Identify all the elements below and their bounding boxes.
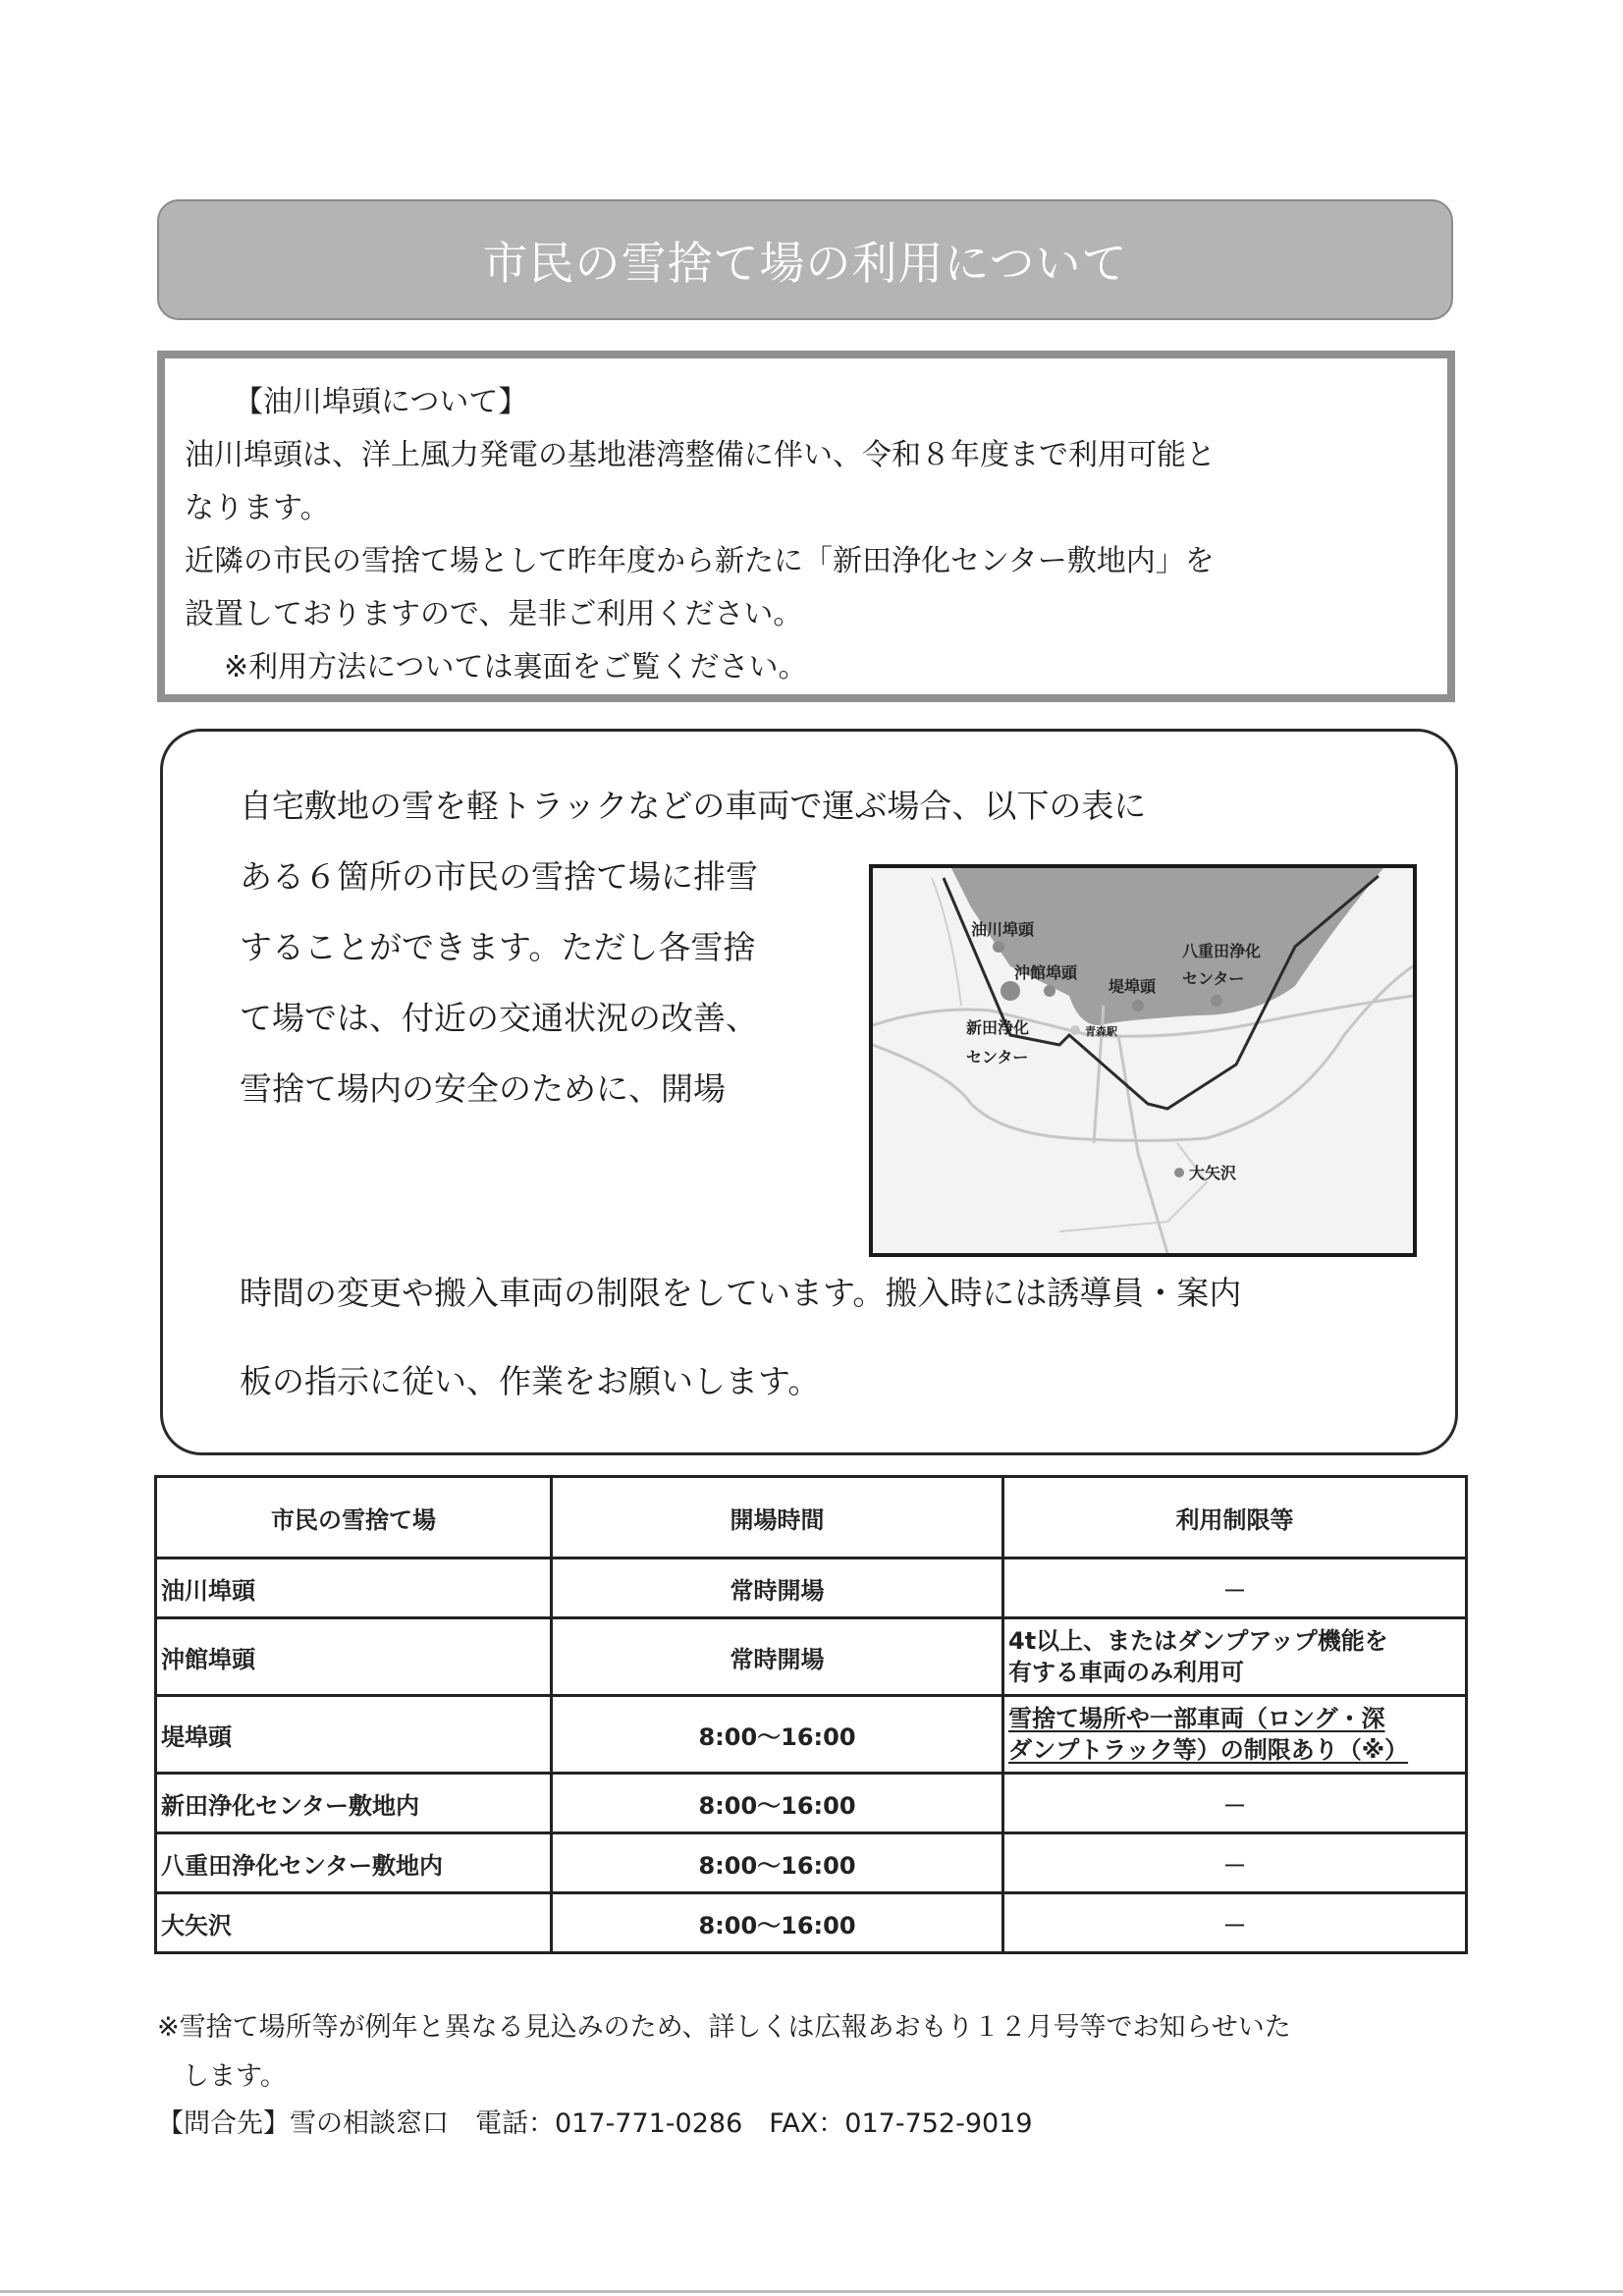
notice-line: 設置しておりますので、是非ご利用ください。	[185, 597, 803, 631]
map-label-aomori-station: 青森駅	[1085, 1025, 1117, 1038]
site-restriction: －	[1003, 1833, 1467, 1893]
info-line: 板の指示に従い、作業をお願いします。	[240, 1362, 821, 1400]
marker-shinden	[1001, 981, 1020, 1001]
info-line: て場では、付近の交通状況の改善、	[240, 999, 758, 1037]
site-hours: 常時開場	[552, 1558, 1003, 1618]
info-line: することができます。ただし各雪捨	[240, 928, 756, 966]
site-hours: 8:00～16:00	[552, 1774, 1003, 1833]
site-name: 堤埠頭	[156, 1696, 552, 1774]
site-restriction: －	[1003, 1558, 1467, 1618]
header-site: 市民の雪捨て場	[156, 1477, 552, 1558]
site-hours: 8:00～16:00	[552, 1833, 1003, 1893]
location-map	[869, 864, 1417, 1257]
notice-note: ※利用方法については裏面をご覧ください。	[224, 650, 808, 684]
info-line: 雪捨て場内の安全のために、開場	[240, 1069, 726, 1108]
marker-yaeda	[1211, 995, 1222, 1007]
contact-info: 【問合先】雪の相談窓口 電話：017-771-0286 FAX：017-752-9019	[157, 2108, 1033, 2139]
restriction-line: 4t以上、またはダンプアップ機能を	[1008, 1627, 1388, 1655]
info-line: 自宅敷地の雪を軽トラックなどの車両で運ぶ場合、以下の表に	[240, 787, 1147, 825]
site-hours: 常時開場	[552, 1618, 1003, 1696]
marker-okidate	[1044, 985, 1055, 997]
snow-dump-table	[154, 1475, 1468, 1954]
site-restriction	[1003, 1696, 1467, 1774]
page-title-banner	[157, 199, 1453, 320]
table-row	[156, 1558, 1467, 1618]
table-row	[156, 1833, 1467, 1893]
site-name: 油川埠頭	[156, 1558, 552, 1618]
page-bottom-divider	[0, 2290, 1623, 2293]
site-name: 沖館埠頭	[156, 1618, 552, 1696]
site-name: 八重田浄化センター敷地内	[156, 1833, 552, 1893]
site-restriction	[1003, 1618, 1467, 1696]
restriction-line: 有する車両のみ利用可	[1008, 1659, 1244, 1686]
map-label-oyachi: 大矢沢	[1189, 1164, 1237, 1182]
site-name: 大矢沢	[156, 1893, 552, 1953]
header-hours: 開場時間	[552, 1477, 1003, 1558]
notice-line: 近隣の市民の雪捨て場として昨年度から新たに「新田浄化センター敷地内」を	[185, 544, 1215, 578]
marker-aomori-station	[1070, 1025, 1080, 1035]
aburakawa-notice-box	[157, 351, 1455, 702]
restriction-line: 雪捨て場所や一部車両（ロング・深	[1008, 1705, 1385, 1732]
site-hours: 8:00～16:00	[552, 1893, 1003, 1953]
map-svg	[873, 868, 1413, 1253]
notice-line: なります。	[185, 491, 330, 525]
info-line: ある６箇所の市民の雪捨て場に排雪	[240, 857, 758, 896]
table-row	[156, 1618, 1467, 1696]
map-label-tsutsumi: 堤埠頭	[1109, 977, 1157, 996]
table-row	[156, 1774, 1467, 1833]
map-label-yaeda-1: 八重田浄化	[1182, 942, 1262, 960]
map-label-shinden-2: センター	[966, 1048, 1029, 1066]
table-row	[156, 1893, 1467, 1953]
restriction-line: ダンプトラック等）の制限あり（※）	[1008, 1736, 1409, 1764]
marker-aburakawa	[993, 941, 1004, 953]
site-name: 新田浄化センター敷地内	[156, 1774, 552, 1833]
marker-tsutsumi	[1132, 1000, 1144, 1011]
table-row	[156, 1696, 1467, 1774]
map-label-yaeda-2: センター	[1182, 969, 1245, 988]
map-label-shinden-1: 新田浄化	[966, 1018, 1030, 1037]
notice-line: 油川埠頭は、洋上風力発電の基地港湾整備に伴い、令和８年度まで利用可能と	[185, 438, 1216, 472]
page-title: 市民の雪捨て場の利用について	[482, 236, 1128, 290]
footnote-line: ※雪捨て場所等が例年と異なる見込みのため、詳しくは広報あおもり１２月号等でお知らせいた	[157, 2012, 1291, 2043]
site-hours: 8:00～16:00	[552, 1696, 1003, 1774]
notice-heading: 【油川埠頭について】	[234, 385, 528, 419]
site-restriction: －	[1003, 1774, 1467, 1833]
info-line: 時間の変更や搬入車両の制限をしています。搬入時には誘導員・案内	[240, 1274, 1242, 1312]
map-label-aburakawa: 油川埠頭	[971, 920, 1035, 939]
site-restriction: －	[1003, 1893, 1467, 1953]
table-header-row	[156, 1477, 1467, 1558]
marker-oyachi	[1174, 1168, 1184, 1177]
header-restrictions: 利用制限等	[1003, 1477, 1467, 1558]
map-label-okidate: 沖館埠頭	[1014, 963, 1078, 982]
footnote-line: します。	[183, 2061, 287, 2092]
